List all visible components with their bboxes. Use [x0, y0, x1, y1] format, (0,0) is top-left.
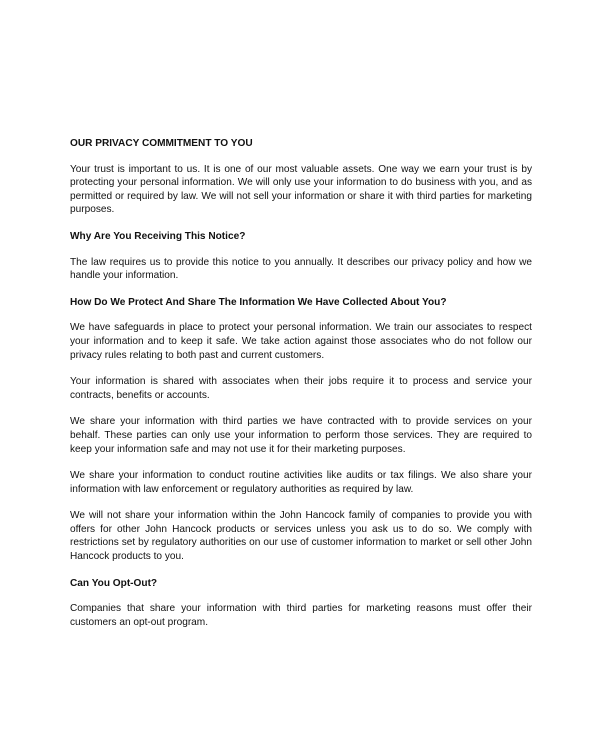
paragraph-john-hancock-family: We will not share your information within the John Hancock family of companies to provide you with offers for other John Hancock products or services unless you ask us to do so. We comply with restrictions set by regulatory authorities on our use of customer information to market or sell other John Hancock products to you.	[70, 510, 532, 563]
document-body	[70, 137, 532, 642]
section-heading-why-notice: Why Are You Receiving This Notice?	[70, 230, 246, 242]
paragraph-associates: Your information is shared with associates when their jobs require it to process and service your contracts, benefits or accounts.	[70, 376, 532, 401]
paragraph-safeguards: We have safeguards in place to protect your personal information. We train our associates to respect your information and to keep it safe. We take action against those associates who do not follow our privacy rules relating to both past and current customers.	[70, 322, 532, 361]
section-heading-protect-share: How Do We Protect And Share The Information We Have Collected About You?	[70, 296, 447, 308]
document-title: OUR PRIVACY COMMITMENT TO YOU	[70, 138, 253, 149]
intro-paragraph: Your trust is important to us. It is one of our most valuable assets. One way we earn your trust is by protecting your personal information. We will only use your information to do business with you, and as permitted or required by law. We will not sell your information or share it with third parties for marketing purposes.	[70, 163, 532, 216]
section-heading-opt-out: Can You Opt-Out?	[70, 577, 158, 589]
paragraph-opt-out: Companies that share your information with third parties for marketing reasons must offer their customers an opt-out program.	[70, 603, 532, 628]
paragraph-routine-activities: We share your information to conduct routine activities like audits or tax filings. We also share your information with law enforcement or regulatory authorities as required by law.	[70, 470, 532, 495]
paragraph-why-notice: The law requires us to provide this notice to you annually. It describes our privacy policy and how we handle your information.	[70, 256, 532, 282]
paragraph-third-parties: We share your information with third parties we have contracted with to provide services on your behalf. These parties can only use your information to perform those services. They are required to keep your information safe and may not use it for their marketing purposes.	[70, 416, 532, 455]
